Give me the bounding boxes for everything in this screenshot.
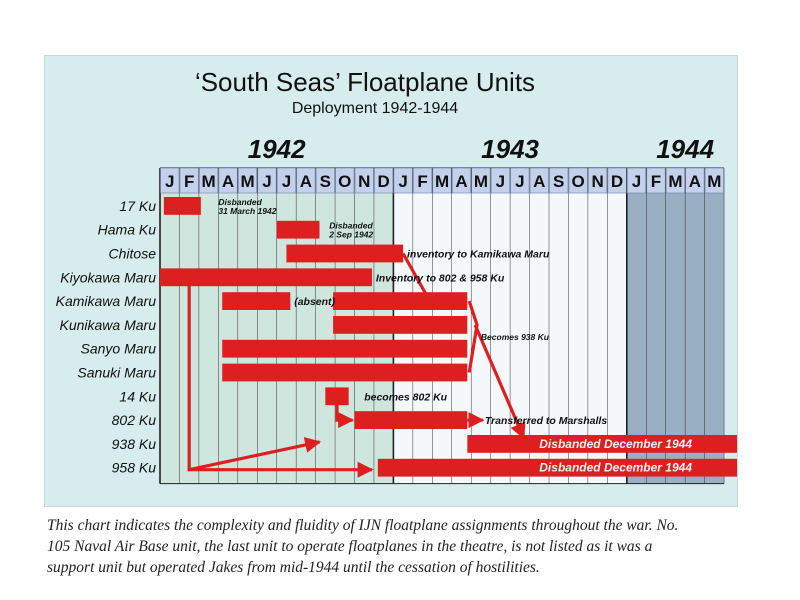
bar-annotation: 2 Sep 1942: [329, 229, 374, 240]
bar-annotation: (absent): [294, 296, 336, 309]
unit-bar: [222, 340, 467, 358]
bar-annotation: Becomes 938 Ku: [480, 331, 549, 342]
bar-annotation: Disbanded: [218, 196, 262, 207]
unit-bar: [286, 245, 403, 263]
unit-label: 14 Ku: [119, 388, 156, 405]
unit-bar: [333, 316, 467, 334]
month-label: O: [571, 172, 585, 191]
unit-label: Sanuki Maru: [77, 364, 156, 381]
bar-annotation: 31 March 1942: [218, 205, 277, 216]
month-label: A: [221, 172, 235, 191]
caption-line-3: support unit but operated Jakes from mid-1944 until the cessation of hostilities.: [47, 559, 540, 576]
month-label: D: [377, 172, 390, 191]
unit-bar: [164, 197, 201, 215]
month-label: M: [473, 172, 489, 191]
year-label: 1944: [656, 134, 715, 164]
unit-bar: [160, 268, 372, 286]
month-label: A: [455, 172, 468, 191]
year-label: 1942: [247, 134, 306, 164]
caption-line-2: 105 Naval Air Base unit, the last unit to operate floatplanes in the theatre, is not listed as it was a: [47, 538, 653, 555]
month-label: D: [610, 172, 624, 191]
unit-label: 938 Ku: [111, 435, 156, 452]
month-label: A: [533, 172, 546, 191]
unit-label: Hama Ku: [97, 221, 156, 238]
month-label: F: [650, 172, 662, 191]
month-label: M: [668, 172, 683, 191]
bar-annotation: Transferred to Marshalls: [484, 415, 608, 428]
bar-annotation: Inventory to 802 & 958 Ku: [375, 272, 505, 285]
unit-label: Kamikawa Maru: [55, 293, 156, 310]
year-label: 1943: [481, 134, 540, 164]
caption-line-1: This chart indicates the complexity and fluidity of IJN floatplane assignments throughout the war. No.: [47, 517, 679, 534]
month-label: A: [299, 172, 313, 191]
month-label: N: [358, 172, 371, 191]
unit-label: 802 Ku: [111, 412, 156, 429]
month-label: N: [591, 172, 604, 191]
unit-bar: [277, 221, 320, 239]
figure-caption: [47, 515, 747, 578]
month-label: M: [434, 172, 450, 191]
month-label: J: [495, 172, 506, 191]
chart-title: ‘South Seas’ Floatplane Units: [194, 67, 536, 97]
bar-annotation: becomes 802 Ku: [364, 391, 448, 404]
unit-bar: [222, 364, 467, 382]
month-label: J: [515, 172, 525, 191]
bar-annotation: Disbanded December 1944: [539, 436, 693, 451]
floatplane-gantt-chart: [45, 56, 737, 506]
month-label: A: [688, 172, 702, 191]
month-label: F: [183, 172, 195, 191]
month-label: M: [240, 172, 255, 191]
month-label: S: [553, 172, 565, 191]
month-label: M: [707, 172, 722, 191]
bar-annotation: Disbanded December 1944: [539, 460, 693, 475]
chart-subtitle: Deployment 1942-1944: [291, 100, 459, 117]
month-label: J: [164, 172, 175, 191]
month-label: J: [398, 172, 408, 191]
chart-panel: [44, 55, 738, 507]
unit-label: Sanyo Maru: [80, 340, 156, 357]
month-label: S: [319, 172, 331, 191]
month-label: M: [201, 172, 216, 191]
unit-bar: [333, 292, 467, 310]
unit-label: Kiyokawa Maru: [60, 269, 156, 286]
unit-label: Chitose: [108, 245, 156, 262]
month-label: F: [417, 172, 428, 191]
month-label: O: [338, 172, 352, 191]
unit-bar: [355, 411, 468, 429]
month-label: J: [631, 172, 642, 191]
month-label: J: [262, 172, 272, 191]
unit-bar: [222, 292, 290, 310]
month-label: J: [281, 172, 292, 191]
unit-label: 17 Ku: [119, 197, 156, 214]
bar-annotation: Disbanded: [329, 220, 373, 231]
bar-annotation: inventory to Kamikawa Maru: [407, 248, 550, 261]
unit-label: 958 Ku: [111, 459, 156, 476]
unit-label: Kunikawa Maru: [59, 316, 156, 333]
